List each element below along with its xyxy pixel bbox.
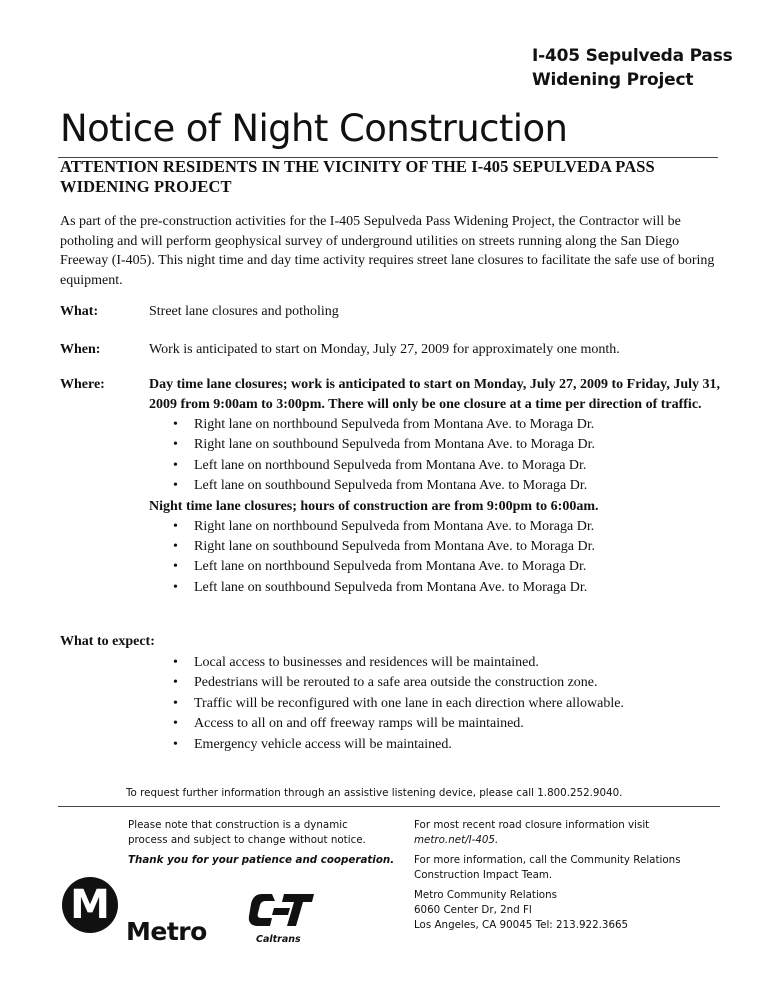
list-item: • Right lane on northbound Sepulveda from Montana Ave. to Moraga Dr. — [149, 517, 729, 537]
notice-title: Notice of Night Construction — [60, 107, 568, 150]
bullet-icon: • — [173, 457, 178, 473]
attention-heading: ATTENTION RESIDENTS IN THE VICINITY OF THE I-405 SEPULVEDA PASS WIDENING PROJECT — [60, 157, 655, 196]
closure-info-link[interactable]: metro.net/I-405. — [414, 834, 499, 846]
where-section — [149, 375, 729, 598]
list-item: • Local access to businesses and residences will be maintained. — [149, 653, 729, 673]
what-label: What: — [60, 304, 99, 319]
footer-divider — [58, 806, 720, 807]
metro-logo-text: Metro — [126, 917, 207, 946]
community-info-line1: For more information, call the Community Relations — [414, 854, 681, 866]
project-title — [532, 44, 733, 92]
bullet-icon: • — [173, 716, 178, 732]
bullet-icon: • — [173, 417, 178, 432]
bullet-icon: • — [173, 539, 178, 555]
day-closures-list — [149, 415, 729, 497]
list-item: • Left lane on southbound Sepulveda from Montana Ave. to Moraga Dr. — [149, 476, 729, 496]
caltrans-logo — [248, 890, 328, 954]
bullet-icon: • — [173, 559, 178, 575]
bullet-icon: • — [173, 478, 178, 494]
address-line3: Los Angeles, CA 90045 Tel: 213.922.3665 — [414, 919, 629, 931]
assistive-listening-note: To request further information through an assistive listening device, please call 1.800.252.9040. — [126, 787, 623, 799]
list-item: • Emergency vehicle access will be maintained. — [149, 735, 729, 755]
list-item: • Right lane on northbound Sepulveda from Montana Ave. to Moraga Dr. — [149, 415, 729, 435]
expect-section — [149, 653, 729, 755]
bullet-icon: • — [173, 655, 178, 670]
list-item: • Pedestrians will be rerouted to a safe area outside the construction zone. — [149, 673, 729, 693]
expect-list — [149, 653, 729, 755]
when-value: Work is anticipated to start on Monday, July 27, 2009 for approximately one month. — [149, 342, 620, 357]
project-title-line2: Widening Project — [532, 70, 694, 90]
day-closures-heading: Day time lane closures; work is anticipated to start on Monday, July 27, 2009 to Friday, July 31, 2009 from 9:00am to 3:00pm. There will only be one closure at a time per direction of traffic. — [149, 377, 721, 412]
footer-note-line2: process and subject to change without notice. — [128, 834, 366, 846]
what-value: Street lane closures and potholing — [149, 304, 339, 319]
bullet-icon: • — [173, 579, 178, 595]
night-closures-heading: Night time lane closures; hours of construction are from 9:00pm to 6:00am. — [149, 498, 599, 514]
bullet-icon: • — [173, 675, 178, 691]
metro-logo — [62, 877, 222, 952]
list-item: • Left lane on northbound Sepulveda from Montana Ave. to Moraga Dr. — [149, 456, 729, 476]
intro-paragraph: As part of the pre-construction activities for the I-405 Sepulveda Pass Widening Project, the Contractor will be potholing and will perform geophysical survey of underground utilities on streets running along the San Diego Freeway (I-405). This night time and day time activity requires street lane closures to facilitate the safe use of boring equipment. — [60, 214, 715, 288]
project-title-line1: I-405 Sepulveda Pass — [532, 46, 733, 66]
bullet-icon: • — [173, 437, 178, 453]
thanks-text: Thank you for your patience and cooperation. — [128, 854, 395, 866]
list-item: • Access to all on and off freeway ramps will be maintained. — [149, 714, 729, 734]
community-info-line2: Construction Impact Team. — [414, 869, 553, 881]
list-item: • Right lane on southbound Sepulveda from Montana Ave. to Moraga Dr. — [149, 537, 729, 557]
list-item: • Right lane on southbound Sepulveda from Montana Ave. to Moraga Dr. — [149, 435, 729, 455]
address-line1: Metro Community Relations — [414, 889, 557, 901]
list-item: • Left lane on southbound Sepulveda from Montana Ave. to Moraga Dr. — [149, 578, 729, 598]
bullet-icon: • — [173, 736, 178, 752]
night-closures-list — [149, 517, 729, 599]
footer-note — [128, 818, 398, 868]
footer-note-line1: Please note that construction is a dynamic — [128, 819, 348, 831]
caltrans-ct-icon — [248, 890, 318, 934]
list-item: • Left lane on northbound Sepulveda from Montana Ave. to Moraga Dr. — [149, 557, 729, 577]
when-label: When: — [60, 342, 101, 357]
metro-m-icon: M — [62, 877, 118, 933]
bullet-icon: • — [173, 518, 178, 534]
closure-info-line1: For most recent road closure information visit — [414, 819, 650, 831]
caltrans-logo-text: Caltrans — [256, 934, 301, 945]
expect-label: What to expect: — [60, 634, 155, 649]
where-label: Where: — [60, 377, 105, 392]
list-item: • Traffic will be reconfigured with one lane in each direction where allowable. — [149, 694, 729, 714]
bullet-icon: • — [173, 695, 178, 711]
address-line2: 6060 Center Dr, 2nd Fl — [414, 904, 532, 916]
footer-contact — [414, 818, 720, 933]
